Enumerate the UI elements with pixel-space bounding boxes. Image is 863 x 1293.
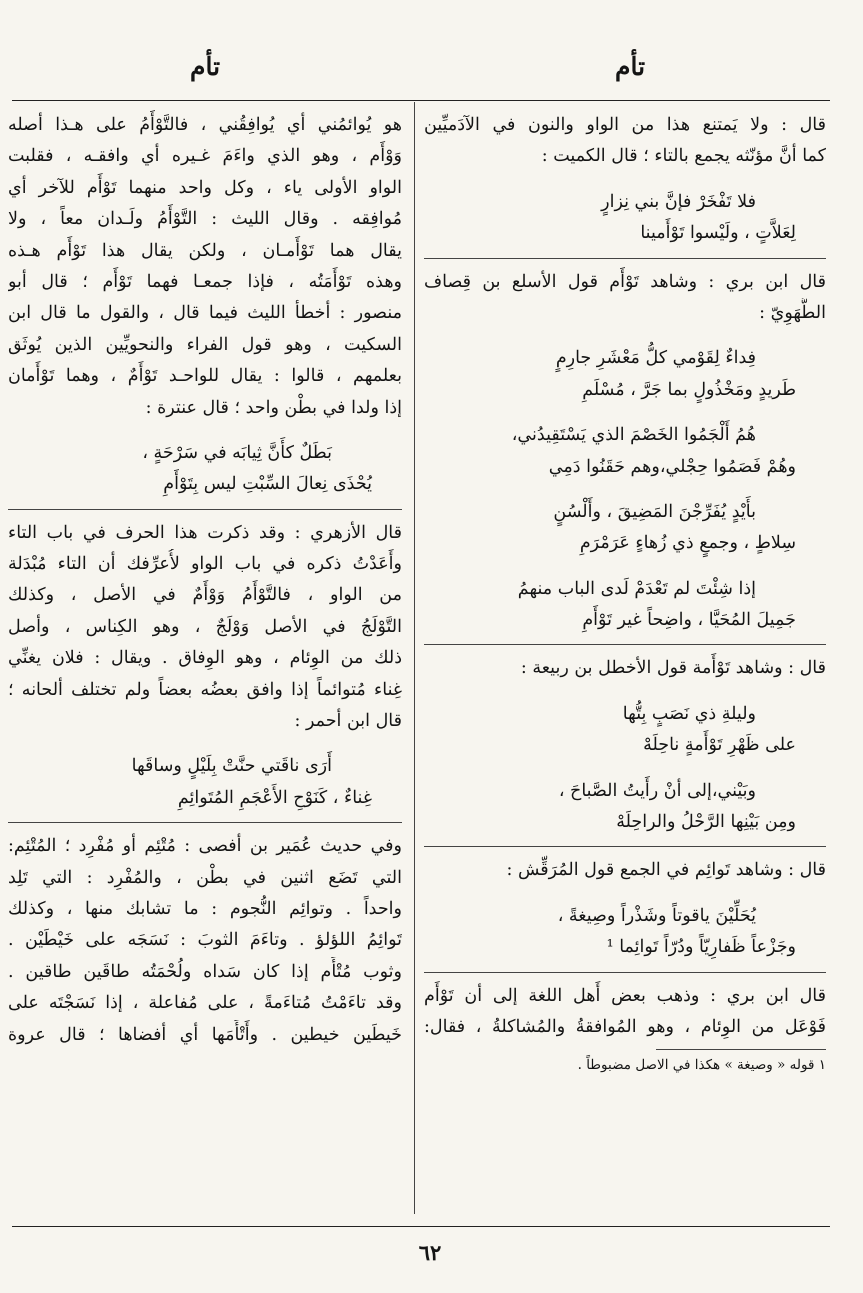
text-line: خَيطَين خيطين . وأَتْأَمَها أي أفضاها ؛ قال عروة: [8, 1024, 402, 1045]
verse-line: طَريدٍ ومَخْذُولٍ بما جَرَّ ، مُسْلَمِ: [582, 379, 796, 400]
paragraph: [424, 267, 826, 330]
paragraph: [8, 831, 402, 1051]
text-line: هو يُوائمُني أي يُوافِقُني ، فالتَّوْأَمُ على هـذا أصله: [8, 115, 402, 135]
verse: [424, 699, 826, 839]
verse: [424, 343, 826, 636]
right-column: [424, 110, 826, 1076]
text-line: ذلك من الوِئام ، وهو الوِفاق . ويقال : فلان يغنِّي: [8, 648, 402, 669]
section-rule: [8, 509, 402, 510]
header-word-right: تأم: [614, 52, 646, 81]
column-divider: [414, 102, 415, 1214]
verse-line: فِداءٌ لِقَوْمي كلُّ مَعْشَرِ جارِمٍ: [555, 348, 756, 369]
footer-rule: [12, 1226, 830, 1227]
text-line: غِناء مُتوائماً إذا وافق بعضُه بعضاً ولم تختلف ألحانه ؛: [8, 679, 402, 700]
verse-line: وبَيْني،إلى أنْ رأَيتُ الصَّباحَ ،: [558, 780, 756, 801]
verse-line: جَمِيلَ المُحَيَّا ، واضِحاً غير تَوْأَمِ: [582, 610, 796, 631]
verse-line: وجَزْعاً ظَفارِيّاً ودُرّاً تَوائِما ¹: [606, 937, 796, 958]
verse-line: على ظَهْرِ تَوْأَمةٍ ناحِلَهْ: [643, 735, 796, 756]
text-line: قال : ولا يَمتنع هذا من الواو والنون في الآدَميِّين: [424, 115, 826, 135]
text-line: قال : وشاهد تَوائِم في الجمع قول المُرَقِّش :: [506, 860, 826, 881]
text-line: الواو الأولى ياء ، وكل واحد منهما تَوْأَم للآخر أي: [8, 177, 402, 198]
text-line: وفي حديث عُمَير بن أفصى : مُتْئِم أو مُفْرِد ؛ المُتْئِم:: [8, 836, 402, 857]
section-rule: [424, 258, 826, 259]
text-line: وأَعَدْتُ ذكره في باب الواو لأُعرِّفك أن التاء مُبْدَلة: [8, 554, 402, 575]
verse-line: وليلةِ ذي نَصَبٍ بِتُّها: [622, 703, 756, 724]
text-line: يقال هما تَوْأَمـان ، ولكن يقال هذا تَوْأَم هـذه: [8, 240, 402, 261]
text-line: واحداً . وتوائِم النُّجوم : ما تشابك منها ، وكذلك: [8, 898, 402, 919]
text-line: وثوب مُتْأَم إذا كان سَداه ولُحْمَتُه طاقَين طاقين .: [8, 961, 402, 982]
section-rule: [424, 644, 826, 645]
section-rule: [424, 846, 826, 847]
text-line: الطُّهَوِيّ :: [759, 302, 826, 323]
text-line: السكيت ، وهو قول الفراء والنحويِّين الذين يُوثَق: [8, 334, 402, 355]
verse-line: يُحْذَى نِعالَ السِّبْتِ ليس بِتَوْأَمِ: [163, 474, 372, 495]
paragraph: [424, 653, 826, 684]
text-line: منصور : أخطأ الليث فيما قال ، والقول ما قال ابن: [8, 303, 402, 324]
text-line: قال : وشاهد تَوْأَمة قول الأخطل بن ربيعة :: [520, 658, 826, 679]
text-line: قال الأزهري : وقد ذكرت هذا الحرف في باب التاء: [8, 522, 402, 543]
verse-line: سِلاطٍ ، وجمعٍ ذي زُهاءٍ عَرَمْرَمِ: [579, 533, 796, 554]
text-line: وَوْأَم ، وهو الذي واءَمَ غـيره أي وافقـه ، فقلبت: [8, 146, 402, 167]
text-line: تَوائِمُ اللؤلؤ . وتاءَمَ الثوبَ : نَسَجَه على خَيْطَيْن .: [8, 930, 402, 951]
text-line: التي تَضَع اثنين في بطْن ، والمُفْرِد : التي تَلِد: [8, 867, 402, 888]
verse-line: غِناءٌ ، كَنَوْحِ الأَعْجَمِ المُتَوائِمِ: [177, 787, 372, 808]
paragraph: [424, 110, 826, 173]
paragraph: [424, 855, 826, 886]
header-word-left: تأم: [189, 52, 221, 81]
text-line: التَّوْلَجُ في الأصل وَوْلَجٌ ، وهو الكِناس ، وأصل: [8, 616, 402, 637]
verse: [8, 751, 402, 814]
left-column: [8, 110, 402, 1051]
verse-line: ومِن بَيْنِها الرَّحْلُ والراحِلَهْ: [616, 812, 796, 833]
text-line: قال ابن بري : وذهب بعض أَهل اللغة إلى أن تَوْأَم: [424, 985, 826, 1006]
footnote: ١ قوله « وصيغة » هكذا في الاصل مضبوطاً .: [577, 1057, 826, 1074]
verse: [424, 901, 826, 964]
section-rule: [8, 822, 402, 823]
verse-line: بأَيْدٍ يُفَرِّجْنَ المَضِيقَ ، وأَلْسُنٍ: [553, 501, 756, 522]
text-line: فَوْعَل من الوِئام ، وهو المُوافقةُ والمُشاكلةُ ، فقال:: [424, 1016, 826, 1037]
footnote-rule: [656, 1049, 826, 1050]
text-line: قال ابن أحمر :: [294, 711, 402, 732]
verse-line: بَطَلٌ كأَنَّ ثِيابَه في سَرْحَةٍ ،: [142, 442, 332, 463]
section-rule: [424, 972, 826, 973]
text-line: مُوافِقه . وقال الليث : التَّوْأَمُ ولَـدان معاً ، ولا: [8, 209, 402, 230]
text-line: من الواو ، فالتَّوْأَمُ وَوْأَمٌ في الأصل ، وكذلك: [8, 585, 402, 606]
verse-line: يُحَلِّيْنَ ياقوتاً وشَذْراً وصِيغةً ،: [557, 905, 756, 926]
text-line: وهذه تَوْأَمَتُه ، فإذا جمعـا فهما تَوْأَم ؛ قال أبو: [8, 271, 402, 292]
verse-line: أَرَى ناقَتي حنَّتْ بِلَيْلٍ وساقَها: [131, 756, 332, 777]
paragraph: [8, 518, 402, 738]
verse: [424, 187, 826, 250]
header-rule: [12, 100, 830, 101]
verse-line: وهُمْ فَصَمُوا حِجْلي،وهم حَقَنُوا دَمِي: [548, 456, 796, 477]
paragraph: [424, 981, 826, 1044]
verse-line: فلا تَفْخَرْ فإنَّ بني نِزارٍ: [601, 191, 756, 212]
verse: [8, 438, 402, 501]
verse-line: لِعَلاَّتٍ ، ولَيْسوا تَوْأَمينا: [640, 223, 796, 244]
text-line: وقد تاءَمْتُ مُتاءَمةً ، على مُفاعلة ، إذا نَسَجْتَه على: [8, 993, 402, 1014]
verse-line: إذا شِئْتَ لم تَعْدَمْ لَدى الباب منهمُ: [517, 578, 756, 599]
text-line: قال ابن بري : وشاهد تَوْأَم قول الأسلع بن قِصاف: [424, 271, 826, 292]
verse-line: هُمُ أَلْجَمُوا الخَصْمَ الذي يَسْتَقِيدُني،: [511, 425, 756, 446]
text-line: بعلمهم ، قالوا : يقال للواحـد تَوْأَمٌ ، وهما تَوْأَمان: [8, 366, 402, 387]
page-number: ٦٢: [418, 1240, 442, 1265]
text-line: كما أنَّ مؤنّثه يجمع بالتاء ؛ قال الكميت :: [541, 146, 826, 167]
text-line: إذا ولدا في بطْن واحد ؛ قال عنترة :: [145, 397, 402, 418]
paragraph: [8, 110, 402, 424]
